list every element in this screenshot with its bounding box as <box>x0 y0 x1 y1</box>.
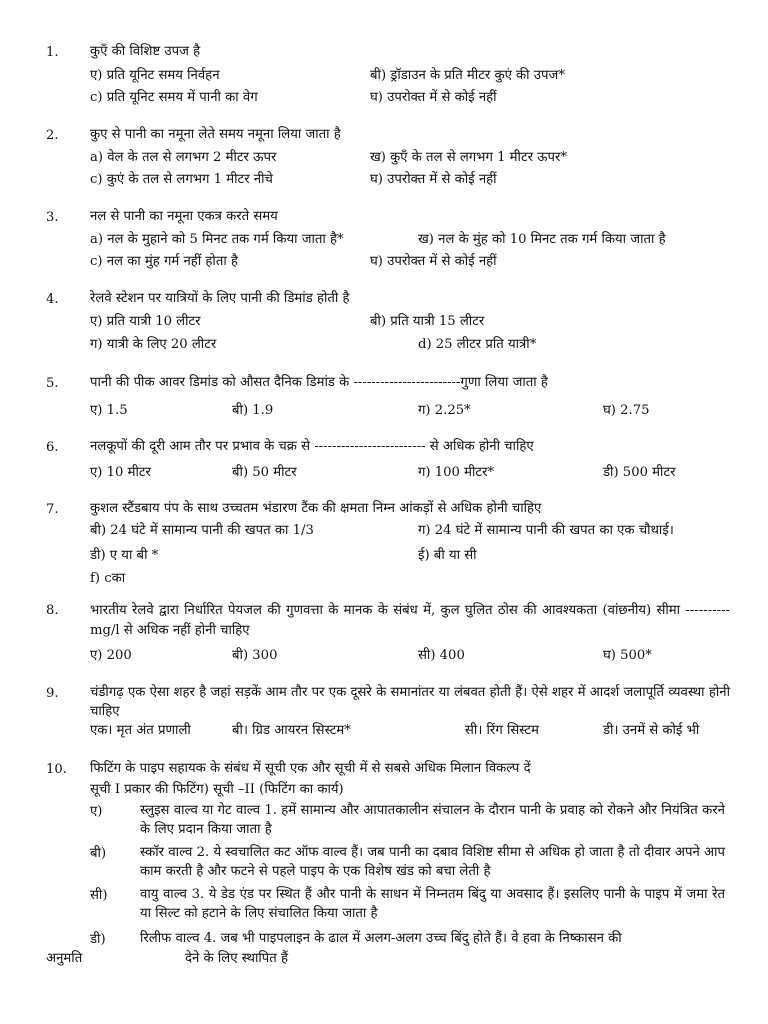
option-a: a) वेल के तल से लगभग 2 मीटर ऊपर <box>90 150 277 165</box>
question-number: 10. <box>46 762 67 777</box>
option-b: बी) 1.9 <box>232 403 274 418</box>
option-a: ए) 10 मीटर <box>90 465 151 480</box>
option-c: c) नल का मुंह गर्म नहीं होता है <box>90 254 238 269</box>
question-number: 9. <box>46 686 59 701</box>
question-stem: नल से पानी का नमूना एकत्र करते समय <box>90 209 278 224</box>
question-stem: चंडीगढ़ एक ऐसा शहर है जहां सड़कें आम तौर पर एक दूसरे के समानांतर या लंबवत होती हैं। ऐसे शहर में आदर्श जलापूर्ति व्यवस्था होनी चाहिए <box>90 685 730 719</box>
option-b: बी) 300 <box>232 648 278 663</box>
item-label: ए) <box>90 804 103 819</box>
item-label: सी) <box>90 888 108 903</box>
question-number: 1. <box>46 45 59 60</box>
item-label: डी) <box>90 932 106 947</box>
question-stem: कुएँ की विशिष्ट उपज है <box>90 44 201 59</box>
option-d: डी) 500 मीटर <box>603 465 676 480</box>
option-c: ग) 24 घंटे में सामान्य पानी की खपत का एक चौथाई। <box>418 523 674 538</box>
item-text: रिलीफ वाल्व 4. जब भी पाइपलाइन के ढाल में अलग-अलग उच्च बिंदु होते हैं। वे हवा के निष्कासन की <box>140 931 622 946</box>
question-stem: भारतीय रेलवे द्वारा निर्धारित पेयजल की गुणवत्ता के मानक के संबंध में, कुल घुलित ठोस की आवश्यकता (वांछनीय) सीमा ---------- mg/l से अधिक नहीं होनी चाहिए <box>90 603 730 638</box>
question-number: 8. <box>46 603 59 618</box>
option-b: बी) 50 मीटर <box>232 465 297 480</box>
item-text: वायु वाल्व 3. ये डेड एंड पर स्थित हैं और पानी के साधन में निम्नतम बिंदु या अवसाद हैं। इसलिए पानी के पाइप में जमा रेत या सिल्ट को हटाने के लिए संचालित किया जाता है <box>140 887 725 921</box>
item-label: बी) <box>90 846 107 861</box>
question-stem: कुशल स्टैंडबाय पंप के साथ उच्चतम भंडारण टैंक की क्षमता निम्न आंकड़ों से अधिक होनी चाहिए <box>90 501 542 516</box>
list-header: सूची I प्रकार की फिटिंग) सूची –II (फिटिंग का कार्य) <box>90 782 344 797</box>
option-c: ग) 100 मीटर* <box>418 465 495 480</box>
option-c: सी। रिंग सिस्टम <box>465 723 539 738</box>
option-d: घ) 2.75 <box>603 403 650 418</box>
option-d: घ) उपरोक्त में से कोई नहीं <box>370 90 497 105</box>
question-number: 7. <box>46 502 59 517</box>
question-stem: रेलवे स्टेशन पर यात्रियों के लिए पानी की डिमांड होती है <box>90 291 350 306</box>
option-d: डी) ए या बी * <box>90 548 159 563</box>
item-text-prefix: अनुमति <box>46 951 83 966</box>
question-number: 4. <box>46 292 59 307</box>
option-b: ख) नल के मुंह को 10 मिनट तक गर्म किया जाता है <box>418 232 666 247</box>
option-d: डी। उनमें से कोई भी <box>603 723 700 738</box>
option-b: बी। ग्रिड आयरन सिस्टम* <box>232 723 351 738</box>
option-f: f) cका <box>90 571 126 586</box>
option-b: बी) 24 घंटे में सामान्य पानी की खपत का 1/3 <box>90 523 314 538</box>
option-a: ए) प्रति यूनिट समय निर्वहन <box>90 68 220 83</box>
option-d: घ) 500* <box>603 648 652 663</box>
option-a: a) नल के मुहाने को 5 मिनट तक गर्म किया जाता है* <box>90 232 344 247</box>
option-e: ई) बी या सी <box>418 548 477 563</box>
option-a: एक। मृत अंत प्रणाली <box>90 723 191 738</box>
option-c: c) प्रति यूनिट समय में पानी का वेग <box>90 90 258 105</box>
question-stem: कुए से पानी का नमूना लेते समय नमूना लिया जाता है <box>90 127 341 142</box>
question-stem: पानी की पीक आवर डिमांड को औसत दैनिक डिमांड के ------------------------गुणा लिया जाता है <box>90 375 548 390</box>
question-number: 3. <box>46 210 59 225</box>
item-text: स्लुइस वाल्व या गेट वाल्व 1. हमें सामान्य और आपातकालीन संचालन के दौरान पानी के प्रवाह को रोकने और नियंत्रित करने के लिए प्रदान किया जाता है <box>140 803 725 837</box>
option-a: ए) प्रति यात्री 10 लीटर <box>90 314 201 329</box>
question-number: 5. <box>46 376 59 391</box>
option-c: सी) 400 <box>418 648 465 663</box>
item-text-continuation: देने के लिए स्थापित हैं <box>185 951 288 966</box>
question-stem: नलकूपों की दूरी आम तौर पर प्रभाव के चक्र से ------------------------- से अधिक होनी चाहिए <box>90 439 534 454</box>
item-text: स्कॉर वाल्व 2. ये स्वचालित कट ऑफ वाल्व हैं। जब पानी का दबाव विशिष्ट सीमा से अधिक हो जाता है तो दीवार अपने आप काम करती है और फटने से पहले पाइप के एक विशेष खंड को बचा लेती है <box>140 845 725 879</box>
option-c: c) कुएं के तल से लगभग 1 मीटर नीचे <box>90 172 273 187</box>
option-c: ग) यात्री के लिए 20 लीटर <box>90 337 217 352</box>
option-a: ए) 200 <box>90 648 132 663</box>
option-b: बी) प्रति यात्री 15 लीटर <box>370 314 485 329</box>
option-d: d) 25 लीटर प्रति यात्री* <box>418 337 537 352</box>
option-b: बी) ड्रॉडाउन के प्रति मीटर कुएं की उपज* <box>370 68 565 83</box>
option-b: ख) कुएँ के तल से लगभग 1 मीटर ऊपर* <box>370 150 568 165</box>
option-d: घ) उपरोक्त में से कोई नहीं <box>370 172 497 187</box>
option-a: ए) 1.5 <box>90 403 128 418</box>
question-number: 6. <box>46 440 59 455</box>
question-number: 2. <box>46 128 59 143</box>
option-d: घ) उपरोक्त में से कोई नहीं <box>370 254 497 269</box>
option-c: ग) 2.25* <box>418 403 471 418</box>
question-stem: फिटिंग के पाइप सहायक के संबंध में सूची एक और सूची में से सबसे अधिक मिलान विकल्प दें <box>90 761 531 776</box>
